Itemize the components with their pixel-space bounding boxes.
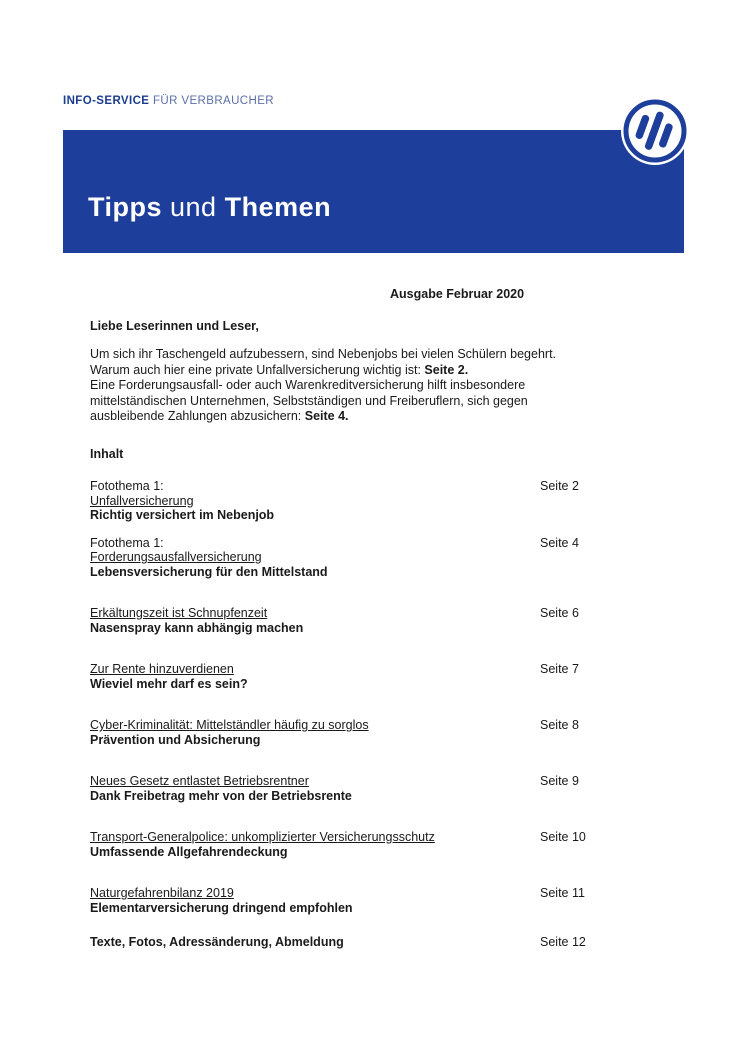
toc-page-number: Seite 4 (540, 535, 579, 550)
toc-page-number: Seite 8 (540, 718, 579, 732)
toc-item (90, 536, 635, 580)
page-title (88, 192, 331, 223)
toc-page-number: Seite 11 (540, 886, 585, 900)
toc-subtitle: Nasenspray kann abhängig machen (90, 620, 304, 635)
toc-item (90, 886, 635, 915)
toc-link[interactable]: Cyber-Kriminalität: Mittelständler häufig zu sorglos (90, 718, 369, 732)
kicker-brand: INFO-SERVICE (63, 95, 150, 107)
toc-page-number: Seite 12 (540, 935, 586, 949)
intro-line: Um sich ihr Taschengeld aufzubessern, sind Nebenjobs bei vielen Schülern begehrt. (90, 347, 557, 361)
toc-subtitle: Elementarversicherung dringend empfohlen (90, 900, 353, 915)
toc-subtitle: Dank Freibetrag mehr von der Betriebsrente (90, 788, 352, 803)
title-word-2: und (162, 192, 225, 222)
kicker (63, 95, 274, 107)
toc-item (90, 479, 635, 523)
pinwheel-stripes-circle-icon (620, 96, 690, 166)
title-word-3: Themen (224, 192, 332, 222)
toc-kicker: Fotothema 1: (90, 479, 164, 493)
toc-kicker: Fotothema 1: (90, 535, 164, 550)
toc-page-number: Seite 10 (540, 830, 586, 844)
toc-link[interactable]: Erkältungszeit ist Schnupfenzeit (90, 606, 268, 620)
toc-heading: Inhalt (90, 446, 124, 461)
toc-subtitle: Umfassende Allgefahrendeckung (90, 844, 288, 859)
intro-paragraph (90, 347, 635, 425)
intro-line: Eine Forderungsausfall- oder auch Warenkreditversicherung hilft insbesondere (90, 378, 526, 392)
toc-subtitle: Wieviel mehr darf es sein? (90, 676, 248, 691)
intro-page-ref: Seite 4. (304, 409, 349, 423)
toc-page-number: Seite 9 (540, 774, 579, 788)
kicker-tagline: FÜR VERBRAUCHER (149, 95, 274, 107)
toc-item (90, 662, 635, 691)
content-column (90, 287, 635, 950)
table-of-contents (90, 479, 635, 950)
toc-link[interactable]: Transport-Generalpolice: unkomplizierter Versicherungsschutz (90, 830, 435, 844)
toc-page-number: Seite 7 (540, 662, 579, 676)
title-banner (63, 130, 684, 253)
toc-item (90, 774, 635, 803)
intro-line: mittelständischen Unternehmen, Selbstständigen und Freiberuflern, sich gegen (90, 393, 528, 408)
toc-title: Texte, Fotos, Adressänderung, Abmeldung (90, 935, 344, 949)
toc-item (90, 935, 635, 950)
intro-line: Warum auch hier eine private Unfallversicherung wichtig ist: (90, 362, 425, 377)
company-logo (620, 96, 690, 166)
toc-subtitle: Lebensversicherung für den Mittelstand (90, 564, 328, 579)
issue-label: Ausgabe Februar 2020 (390, 287, 525, 301)
toc-link[interactable]: Neues Gesetz entlastet Betriebsrentner (90, 774, 309, 788)
toc-item (90, 718, 635, 747)
toc-item (90, 606, 635, 635)
toc-subtitle: Richtig versichert im Nebenjob (90, 508, 275, 522)
salutation: Liebe Leserinnen und Leser, (90, 318, 259, 333)
toc-page-number: Seite 2 (540, 479, 579, 493)
intro-page-ref: Seite 2. (424, 362, 469, 377)
intro-line: ausbleibende Zahlungen abzusichern: (90, 409, 305, 423)
toc-link[interactable]: Naturgefahrenbilanz 2019 (90, 886, 234, 900)
toc-page-number: Seite 6 (540, 606, 579, 620)
toc-link[interactable]: Forderungsausfallversicherung (90, 550, 262, 564)
title-word-1: Tipps (88, 192, 163, 222)
toc-link[interactable]: Zur Rente hinzuverdienen (90, 662, 234, 676)
toc-link[interactable]: Unfallversicherung (90, 493, 194, 508)
toc-item (90, 830, 635, 859)
toc-subtitle: Prävention und Absicherung (90, 732, 261, 747)
